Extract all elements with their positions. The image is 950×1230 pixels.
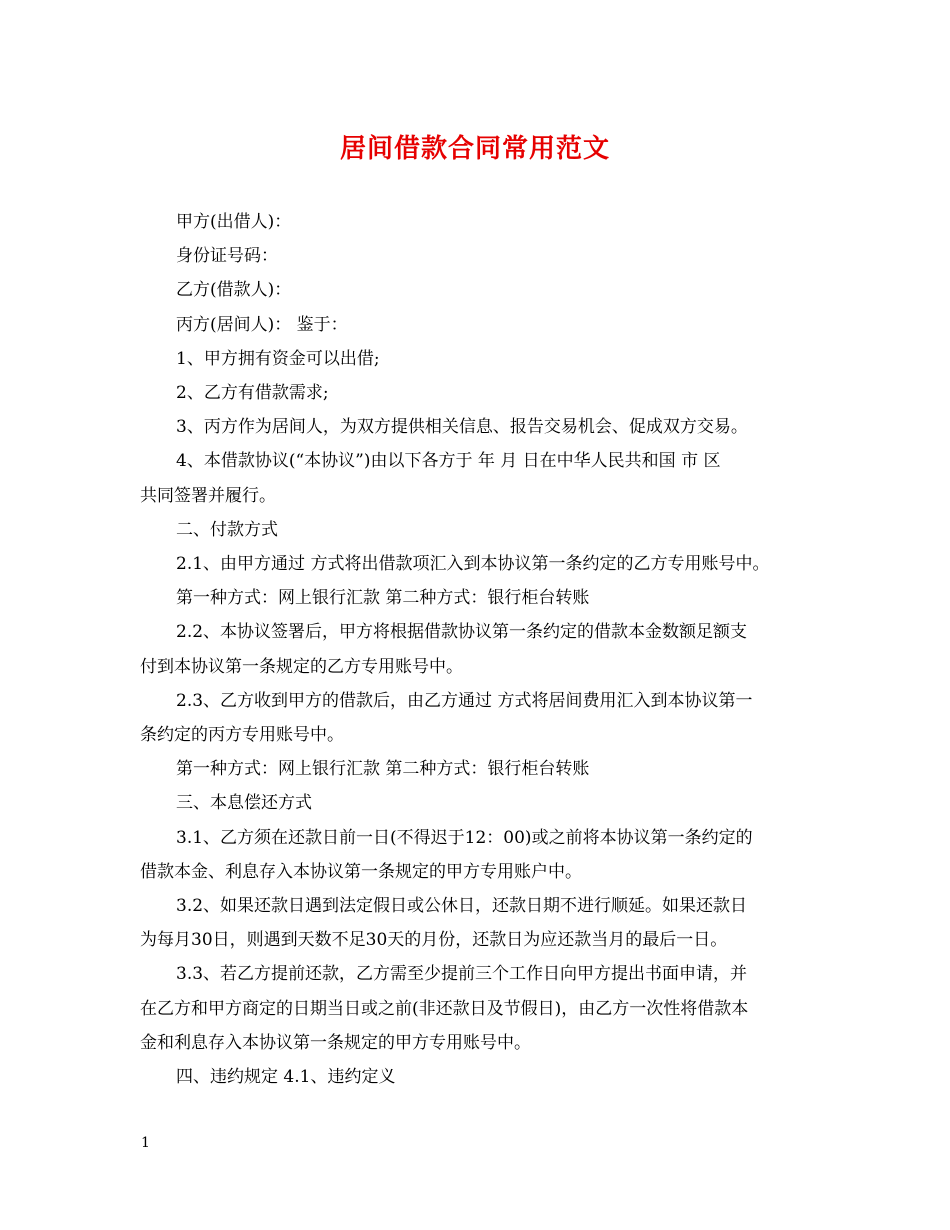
paragraph-3-2: 3.2、如果还款日遇到法定假日或公休日，还款日期不进行顺延。如果还款日 [176,896,748,917]
paragraph-intermediary: 丙方(居间人)： 鉴于： [176,314,348,335]
section-heading-payment: 二、付款方式 [176,519,278,540]
paragraph-2-1: 2.1、由甲方通过 方式将出借款项汇入到本协议第一条约定的乙方专用账号中。 [176,554,770,575]
paragraph-id-number: 身份证号码： [176,246,278,267]
paragraph-2-3-cont: 条约定的丙方专用账号中。 [140,725,344,746]
paragraph-2-3: 2.3、乙方收到甲方的借款后，由乙方通过 方式将居间费用汇入到本协议第一 [176,690,753,711]
paragraph-payment-methods-1: 第一种方式：网上银行汇款 第二种方式：银行柜台转账 [176,588,590,609]
section-heading-repayment: 三、本息偿还方式 [176,793,312,814]
paragraph-3-1: 3.1、乙方须在还款日前一日(不得迟于12：00)或之前将本协议第一条约定的 [176,827,753,848]
paragraph-3-2-cont: 为每月30日，则遇到天数不足30天的月份，还款日为应还款当月的最后一日。 [140,930,728,951]
paragraph-2-2-cont: 付到本协议第一条规定的乙方专用账号中。 [140,656,463,677]
paragraph-recital-1: 1、甲方拥有资金可以出借; [176,348,380,369]
paragraph-recital-4-cont: 共同签署并履行。 [140,485,276,506]
paragraph-recital-3: 3、丙方作为居间人，为双方提供相关信息、报告交易机会、促成双方交易。 [176,417,748,438]
page-number: 1 [141,1135,150,1151]
paragraph-recital-2: 2、乙方有借款需求; [176,383,329,404]
paragraph-3-3-cont-2: 金和利息存入本协议第一条规定的甲方专用账号中。 [140,1032,531,1053]
paragraph-payment-methods-2: 第一种方式：网上银行汇款 第二种方式：银行柜台转账 [176,759,590,780]
paragraph-3-3-cont-1: 在乙方和甲方商定的日期当日或之前(非还款日及节假日)，由乙方一次性将借款本 [140,998,749,1019]
paragraph-borrower: 乙方(借款人)： [176,280,292,301]
section-heading-breach: 四、违约规定 4.1、违约定义 [176,1067,396,1088]
paragraph-3-3: 3.3、若乙方提前还款，乙方需至少提前三个工作日向甲方提出书面申请，并 [176,964,748,985]
document-body [140,205,820,1094]
paragraph-lender: 甲方(出借人)： [176,212,292,232]
document-title: 居间借款合同常用范文 [339,134,610,164]
paragraph-2-2: 2.2、本协议签署后，甲方将根据借款协议第一条约定的借款本金数额足额支 [176,622,748,643]
paragraph-recital-4: 4、本借款协议(“本协议”)由以下各方于 年 月 日在中华人民共和国 市 区 [176,451,721,472]
paragraph-3-1-cont: 借款本金、利息存入本协议第一条规定的甲方专用账户中。 [140,861,582,882]
